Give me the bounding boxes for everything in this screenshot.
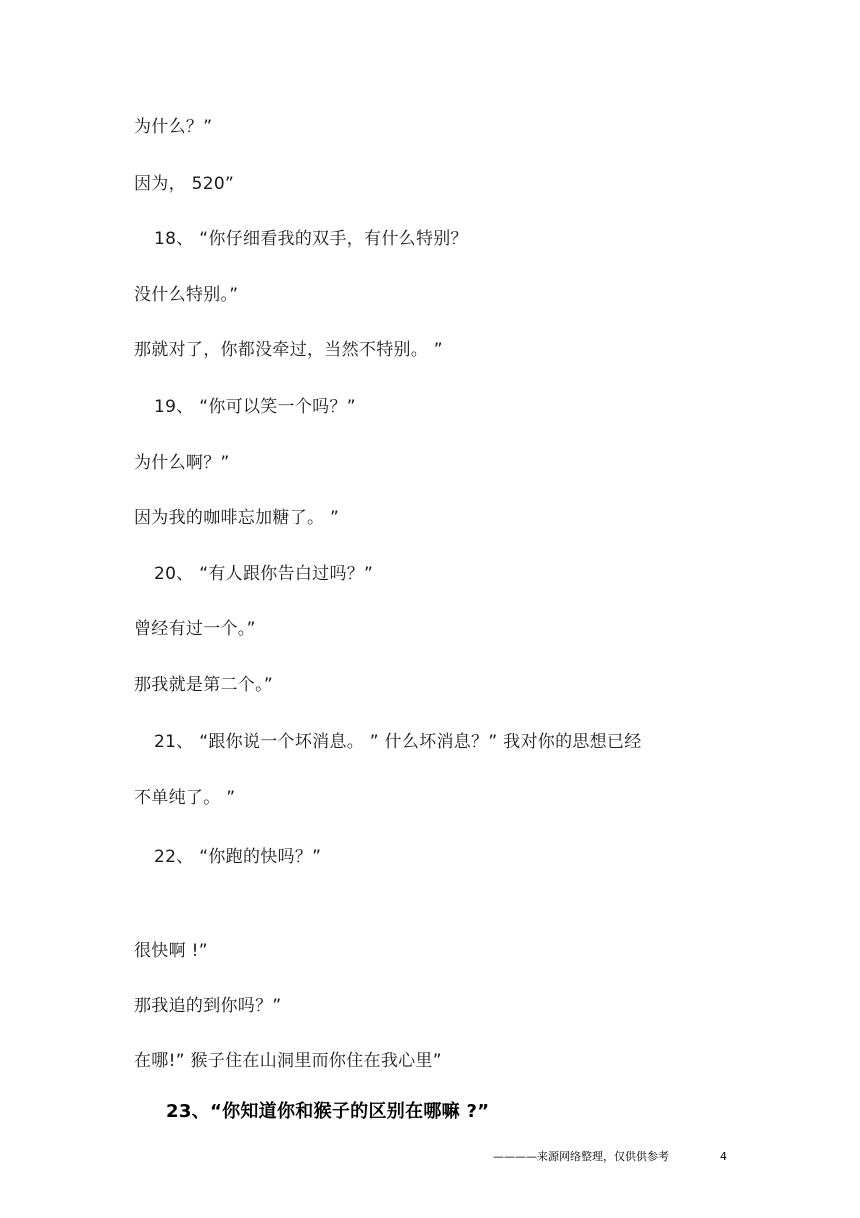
text-line: 没什么特别。” (134, 285, 239, 305)
text-line: 在哪!” 猴子住在山洞里而你住在我心里” (134, 1051, 442, 1071)
footer-source-note: ————来源网络整理，仅供供参考 (493, 1150, 669, 1163)
text-line: 那我就是第二个。” (134, 675, 274, 695)
page-number: 4 (720, 1150, 727, 1163)
text-line: 为什么？” (134, 117, 213, 137)
text-line: 为什么啊？” (134, 453, 230, 473)
text-line: 曾经有过一个。” (134, 619, 256, 639)
text-line-heading: 23、“你知道你和猴子的区别在哪嘛 ?” (166, 1101, 490, 1122)
text-line: 因为， 520” (134, 174, 235, 194)
text-line: 很快啊 !” (134, 941, 208, 961)
text-line: 18、 “你仔细看我的双手，有什么特别？ (154, 229, 468, 249)
text-line: 19、 “你可以笑一个吗？” (154, 397, 356, 417)
text-line: 因为我的咖啡忘加糖了。 ” (134, 508, 340, 528)
text-line: 22、 “你跑的快吗？” (154, 847, 322, 867)
text-line: 20、 “有人跟你告白过吗？” (154, 564, 374, 584)
text-line: 那我追的到你吗？” (134, 996, 282, 1016)
text-line: 不单纯了。 ” (134, 788, 236, 808)
text-line: 21、 “跟你说一个坏消息。 ” 什么坏消息？” 我对你的思想已经 (154, 732, 642, 752)
text-line: 那就对了，你都没牵过，当然不特别。 ” (134, 340, 443, 360)
